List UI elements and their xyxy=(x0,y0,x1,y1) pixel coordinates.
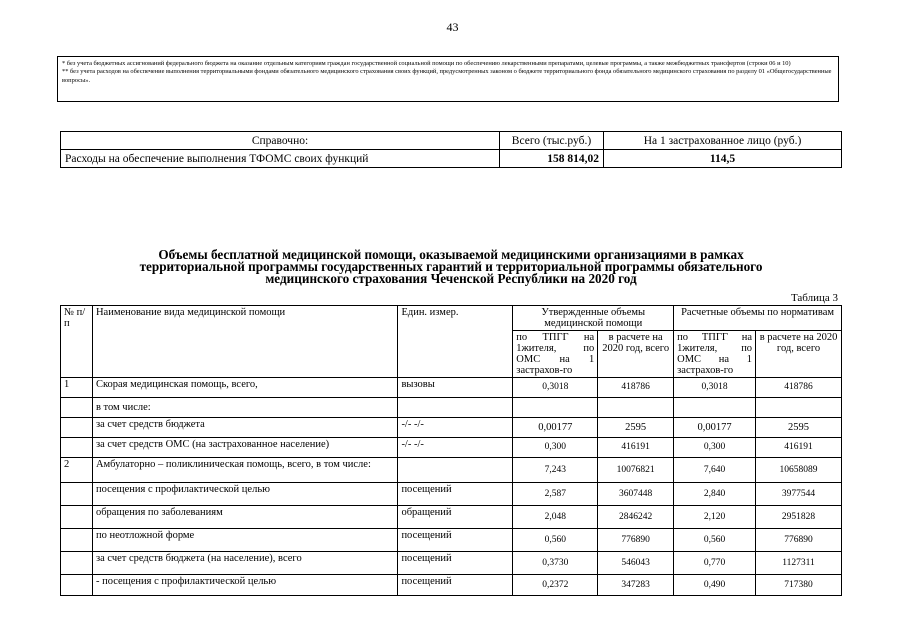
ref-header-total: Всего (тыс.руб.) xyxy=(500,132,604,150)
header-num: № п/п xyxy=(61,306,93,378)
row-value: 2,120 xyxy=(674,506,756,529)
title-line: Объемы бесплатной медицинской помощи, оказываемой медицинскими организациями в рамках xyxy=(158,247,744,262)
section-title xyxy=(60,249,842,285)
row-unit: -/- -/- xyxy=(398,418,513,438)
row-num xyxy=(61,552,93,575)
row-name: - посещения с профилактической целью xyxy=(92,575,397,596)
row-value: 347283 xyxy=(598,575,674,596)
row-value: 10076821 xyxy=(598,458,674,483)
footnotes-box xyxy=(57,56,839,102)
header-calculated: Расчетные объемы по нормативам xyxy=(674,306,842,331)
row-name: обращения по заболеваниям xyxy=(92,506,397,529)
row-value: 2,840 xyxy=(674,483,756,506)
table-caption: Таблица 3 xyxy=(790,292,838,304)
table-row xyxy=(61,438,842,458)
row-num: 2 xyxy=(61,458,93,483)
row-name: в том числе: xyxy=(92,398,397,418)
row-name: Скорая медицинская помощь, всего, xyxy=(92,378,397,398)
row-value: 7,243 xyxy=(513,458,598,483)
row-num xyxy=(61,529,93,552)
row-value: 1127311 xyxy=(756,552,842,575)
row-value: 0,560 xyxy=(513,529,598,552)
row-name: по неотложной форме xyxy=(92,529,397,552)
ref-row-label: Расходы на обеспечение выполнения ТФОМС своих функций xyxy=(61,150,500,168)
row-unit xyxy=(398,398,513,418)
row-value xyxy=(513,398,598,418)
row-value: 0,3018 xyxy=(674,378,756,398)
row-value: 2595 xyxy=(756,418,842,438)
row-num xyxy=(61,438,93,458)
header-per-resident: по ТПГГ на 1жителя, по ОМС на 1 застрахов-го xyxy=(674,331,756,378)
table-row xyxy=(61,458,842,483)
table-row xyxy=(61,378,842,398)
row-value: 2,048 xyxy=(513,506,598,529)
row-num xyxy=(61,418,93,438)
header-per-resident: по ТПГГ на 1жителя, по ОМС на 1 застрахов-го xyxy=(513,331,598,378)
row-name: посещения с профилактической целью xyxy=(92,483,397,506)
footnote-2: ** без учета расходов на обеспечение выполнения территориальными фондами обязательного медицинского страхования своих функций, предусмотренных законом о бюджете территориального фонда обязательного медицинского страхования по разделу 01 «Общегосударственные вопросы». xyxy=(62,68,832,84)
row-value: 418786 xyxy=(756,378,842,398)
table-row xyxy=(61,575,842,596)
row-unit: посещений xyxy=(398,529,513,552)
row-name: за счет средств ОМС (на застрахованное население) xyxy=(92,438,397,458)
row-name: Амбулаторно – поликлиническая помощь, всего, в том числе: xyxy=(92,458,397,483)
ref-header-per-person: На 1 застрахованное лицо (руб.) xyxy=(604,132,842,150)
row-value: 0,300 xyxy=(674,438,756,458)
row-num xyxy=(61,483,93,506)
row-value: 2595 xyxy=(598,418,674,438)
footnote-1: * без учета бюджетных ассигнований федерального бюджета на оказание отдельным категориям граждан государственной социальной помощи по обеспечению лекарственными препаратами, целевые программы, а также межбюджетных трансфертов (строки 06 и 10) xyxy=(62,60,791,67)
table-row xyxy=(61,483,842,506)
row-value: 717380 xyxy=(756,575,842,596)
ref-header-label: Справочно: xyxy=(61,132,500,150)
row-value xyxy=(756,398,842,418)
row-value: 0,2372 xyxy=(513,575,598,596)
table-row xyxy=(61,529,842,552)
row-value: 3607448 xyxy=(598,483,674,506)
row-value: 7,640 xyxy=(674,458,756,483)
header-approved: Утвержденные объемы медицинской помощи xyxy=(513,306,674,331)
row-value: 10658089 xyxy=(756,458,842,483)
row-value: 0,560 xyxy=(674,529,756,552)
volumes-table xyxy=(60,305,842,596)
row-value: 418786 xyxy=(598,378,674,398)
table-row xyxy=(61,418,842,438)
title-line: медицинского страхования Чеченской Республики на 2020 год xyxy=(265,271,637,286)
row-unit: вызовы xyxy=(398,378,513,398)
header-unit: Един. измер. xyxy=(398,306,513,378)
ref-row-per-person: 114,5 xyxy=(604,150,842,168)
row-unit xyxy=(398,458,513,483)
row-unit: посещений xyxy=(398,575,513,596)
row-value: 2951828 xyxy=(756,506,842,529)
header-name: Наименование вида медицинской помощи xyxy=(92,306,397,378)
row-unit: посещений xyxy=(398,552,513,575)
row-unit: обращений xyxy=(398,506,513,529)
row-value: 776890 xyxy=(598,529,674,552)
row-num: 1 xyxy=(61,378,93,398)
row-value: 0,00177 xyxy=(674,418,756,438)
row-name: за счет средств бюджета (на население), всего xyxy=(92,552,397,575)
row-value xyxy=(674,398,756,418)
row-value: 0,770 xyxy=(674,552,756,575)
row-unit: посещений xyxy=(398,483,513,506)
row-value: 416191 xyxy=(756,438,842,458)
row-value: 2846242 xyxy=(598,506,674,529)
ref-row-total: 158 814,02 xyxy=(500,150,604,168)
row-num xyxy=(61,398,93,418)
row-value: 0,00177 xyxy=(513,418,598,438)
row-num xyxy=(61,506,93,529)
table-row xyxy=(61,506,842,529)
reference-table xyxy=(60,131,842,168)
row-unit: -/- -/- xyxy=(398,438,513,458)
row-value: 776890 xyxy=(756,529,842,552)
page-number: 43 xyxy=(446,20,459,34)
header-per-total: в расчете на 2020 год, всего xyxy=(756,331,842,378)
row-value: 2,587 xyxy=(513,483,598,506)
row-value xyxy=(598,398,674,418)
row-value: 0,300 xyxy=(513,438,598,458)
table-row xyxy=(61,552,842,575)
row-value: 0,3018 xyxy=(513,378,598,398)
row-value: 0,3730 xyxy=(513,552,598,575)
row-value: 546043 xyxy=(598,552,674,575)
title-line: территориальной программы государственных гарантий и территориальной программы обязательного xyxy=(139,259,763,274)
row-value: 3977544 xyxy=(756,483,842,506)
header-per-total: в расчете на 2020 год, всего xyxy=(598,331,674,378)
table-row xyxy=(61,398,842,418)
row-num xyxy=(61,575,93,596)
row-value: 416191 xyxy=(598,438,674,458)
row-name: за счет средств бюджета xyxy=(92,418,397,438)
row-value: 0,490 xyxy=(674,575,756,596)
